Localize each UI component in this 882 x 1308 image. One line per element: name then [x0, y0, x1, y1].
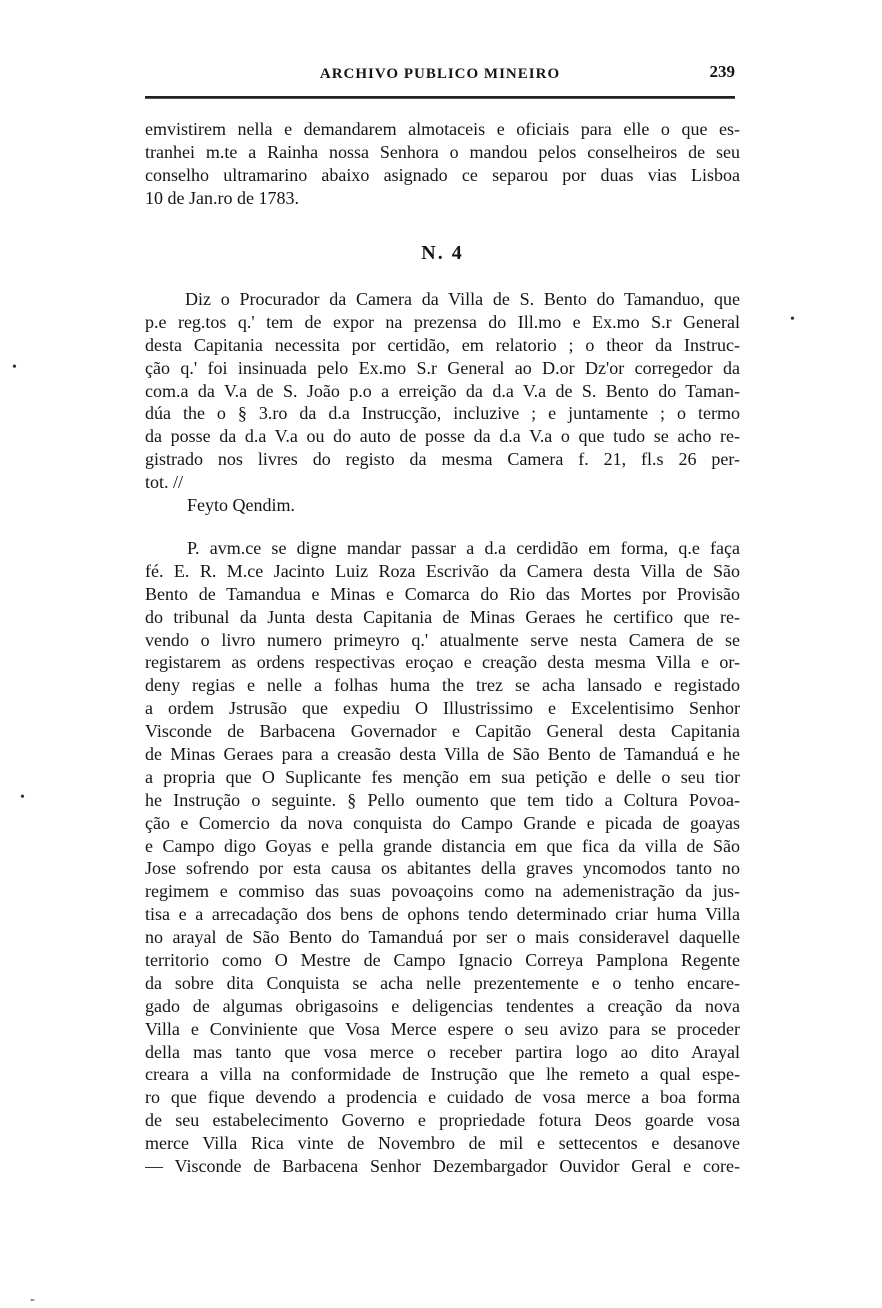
text-line: dúa the o § 3.ro da d.a Instrucção, incluzive ; e juntamente ; o termo — [145, 403, 740, 424]
text-line: da sobre dita Conquista se acha nelle prezentemente e o tenho encare- — [145, 972, 740, 993]
text-line: Visconde de Barbacena Governador e Capitão General desta Capitania — [145, 721, 740, 742]
text-line: 10 de Jan.ro de 1783. — [145, 187, 299, 208]
text-line: ção e Comercio da nova conquista do Campo Grande e picada de goayas — [145, 812, 740, 833]
text-line: vendo o livro numero primeyro q.' atualmente serve nesta Camera de se — [145, 629, 740, 650]
text-line: desta Capitania necessita por certidão, em relatorio ; o theor da Instruc- — [145, 334, 740, 355]
text-line: da posse da d.a V.a ou do auto de posse da d.a V.a o que tudo se acho re- — [145, 426, 740, 447]
document-number: N. 4 — [421, 242, 464, 264]
text-line: — Visconde de Barbacena Senhor Dezembargador Ouvidor Geral e core- — [145, 1156, 740, 1177]
text-line: deny regias e nelle a folhas huma the trez se acha lansado e registado — [145, 675, 740, 696]
margin-mark: • — [20, 790, 25, 805]
text-line: he Instrução o seguinte. § Pello oumento que tem tido a Coltura Povoa- — [145, 789, 740, 810]
certificate-paragraph — [145, 537, 740, 1178]
text-line: com.a da V.a de S. João p.o a erreição da d.a V.a de S. Bento do Taman- — [145, 380, 740, 401]
text-line: ro que fique devendo a prodencia e cuidado de vosa merce a boa forma — [145, 1087, 740, 1108]
text-line: gado de algumas obrigasoins e deligencias tendentes a creação da nova — [145, 995, 740, 1016]
text-line: della mas tanto que vosa merce o receber partira logo ao dito Arayal — [145, 1041, 740, 1062]
feyto-line: Feyto Qendim. — [187, 495, 295, 516]
text-line: creara a villa na conformidade de Instrução que lhe remeto a qual espe- — [145, 1064, 740, 1085]
text-line: regimem e commiso das suas povoaçoins como na ademenistração da jus- — [145, 881, 740, 902]
text-line: P. avm.ce se digne mandar passar a d.a cerdidão em forma, q.e faça — [187, 538, 740, 558]
text-line: tisa e a arrecadação dos bens de ophons tendo determinado criar huma Villa — [145, 904, 740, 925]
text-line: p.e reg.tos q.' tem de expor na prezensa do Ill.mo e Ex.mo S.r General — [145, 311, 740, 332]
text-line: tranhei m.te a Rainha nossa Senhora o mandou pelos conselheiros de seu — [145, 141, 740, 162]
margin-mark: - — [30, 1292, 35, 1307]
text-line: de seu estabelecimento Governo e propriedade fotura Deos goarde vosa — [145, 1110, 740, 1131]
text-line: registarem as ordens respectivas eroçao e creação desta mesma Villa e or- — [145, 652, 740, 673]
margin-mark: • — [12, 360, 17, 375]
page-header — [145, 64, 735, 100]
petition-paragraph — [145, 288, 740, 517]
text-line: emvistirem nella e demandarem almotaceis e oficiais para elle o que es- — [145, 119, 740, 139]
running-title: ARCHIVO PUBLICO MINEIRO — [319, 66, 561, 82]
header-rule — [145, 96, 735, 99]
text-line: a propria que O Suplicante fes menção em sua petição e delle o seu tior — [145, 766, 740, 787]
text-line: de Minas Geraes para a creasão desta Villa de São Bento de Tamanduá e he — [145, 744, 740, 765]
text-line: Jose sofrendo por esta causa os abitantes della graves yncomodos tanto no — [145, 858, 740, 879]
text-line: fé. E. R. M.ce Jacinto Luiz Roza Escrivão da Camera desta Villa de São — [145, 560, 740, 581]
text-line: Diz o Procurador da Camera da Villa de S. Bento do Tamanduo, que — [185, 289, 740, 309]
text-line: merce Villa Rica vinte de Novembro de mil e settecentos e desanove — [145, 1133, 740, 1154]
text-line: e Campo digo Goyas e pella grande distancia em que fica da villa de São — [145, 835, 740, 856]
margin-mark: • — [790, 312, 795, 327]
text-line: ção q.' foi insinuada pelo Ex.mo S.r General ao D.or Dz'or corregedor da — [145, 357, 740, 378]
text-line: gistrado nos livres do registo da mesma Camera f. 21, fl.s 26 per- — [145, 449, 740, 470]
closing-paragraph — [145, 118, 740, 210]
text-line: do tribunal da Junta desta Capitania de Minas Geraes he certifico que re- — [145, 606, 740, 627]
text-line: territorio como O Mestre de Campo Ignacio Correya Pamplona Regente — [145, 950, 740, 971]
text-line: Bento de Tamandua e Minas e Comarca do Rio das Mortes por Provisão — [145, 583, 740, 604]
page-number: 239 — [709, 62, 735, 81]
text-line: conselho ultramarino abaixo asignado ce separou por duas vias Lisboa — [145, 164, 740, 185]
text-line: no arayal de São Bento do Tamanduá por ser o mais consideravel daquelle — [145, 927, 740, 948]
text-line: Villa e Conviniente que Vosa Merce espere o seu avizo para se proceder — [145, 1018, 740, 1039]
text-line: a ordem Jstrusão que expediu O Illustrissimo e Excelentisimo Senhor — [145, 698, 740, 719]
text-line: tot. // — [145, 472, 184, 493]
